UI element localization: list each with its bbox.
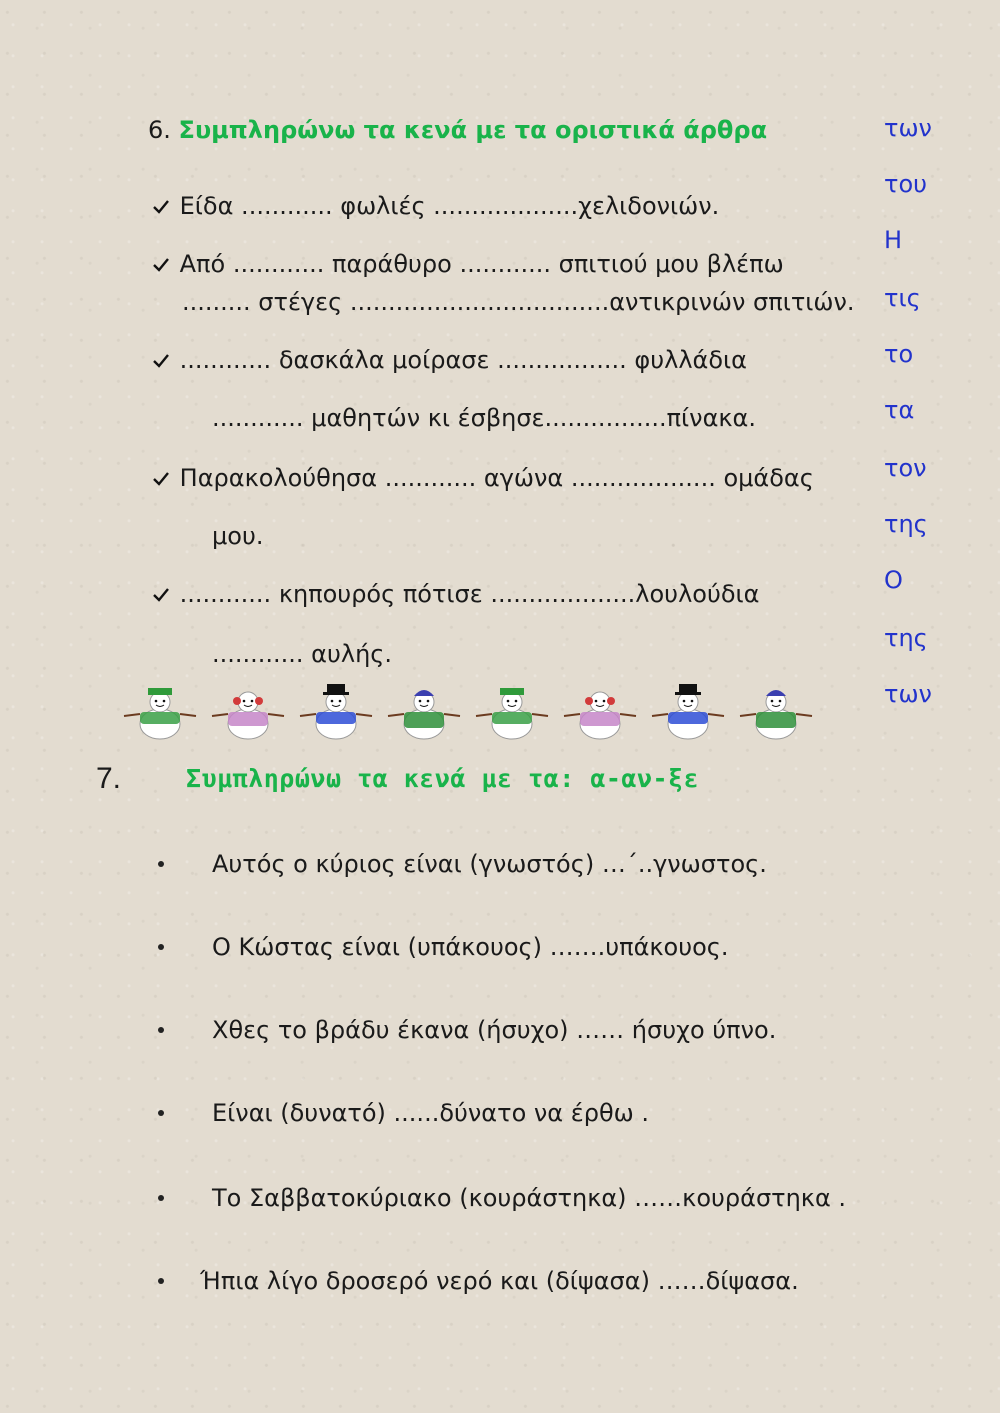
exercise-7-item: Είναι (δυνατό) ......δύνατο να έρθω .: [212, 1099, 649, 1127]
exercise-7-item: Αυτός ο κύριος είναι (γνωστός) …΄..γνωστος.: [212, 850, 767, 878]
green-beanie-snowman-icon: [740, 690, 812, 739]
pink-earmuff-snowman-icon: [564, 692, 636, 739]
checkmark-icon: [152, 464, 172, 492]
word-bank-item: το: [884, 340, 914, 368]
exercise-6-line-5-cont: ............ αυλής.: [212, 640, 393, 668]
exercise-6-line-4: Παρακολούθησα ............ αγώνα ................... ομάδας: [152, 464, 814, 492]
exercise-7-item: Ήπια λίγο δροσερό νερό και (δίψασα) ……δίψασα.: [200, 1267, 799, 1295]
snowmen-border: [118, 684, 838, 740]
green-hat-snowman-icon: [476, 688, 548, 739]
exercise-6-line-2-cont: ......... στέγες ..................................αντικρινών σπιτιών.: [182, 288, 855, 316]
exercise-6-title: Συμπληρώνω τα κενά με τα οριστικά άρθρα: [178, 116, 768, 144]
word-bank-item: της: [884, 624, 928, 652]
exercise-6-line-4-cont: μου.: [212, 522, 264, 550]
exercise-7-number: 7.: [96, 762, 122, 795]
green-beanie-snowman-icon: [388, 690, 460, 739]
exercise-7-item: Το Σαββατοκύριακο (κουράστηκα) ……κουράστηκα .: [212, 1184, 847, 1212]
bullet-icon: [158, 1027, 164, 1033]
bullet-icon: [158, 1278, 164, 1284]
word-bank-item: Η: [884, 226, 903, 254]
word-bank-item: των: [884, 114, 932, 142]
word-bank-item: τα: [884, 396, 915, 424]
exercise-7-item: Ο Κώστας είναι (υπάκουος) …….υπάκουος.: [212, 933, 729, 961]
exercise-6-line-5: ............ κηπουρός πότισε ...................λουλούδια: [152, 580, 759, 608]
checkmark-icon: [152, 250, 172, 278]
bullet-icon: [158, 1195, 164, 1201]
exercise-6-heading: [148, 116, 767, 144]
exercise-7-title: Συμπληρώνω τα κενά με τα: α-αν-ξε: [186, 764, 700, 793]
bullet-icon: [158, 944, 164, 950]
checkmark-icon: [152, 346, 172, 374]
blue-tophat-snowman-icon: [652, 684, 724, 739]
green-hat-snowman-icon: [124, 688, 196, 739]
checkmark-icon: [152, 580, 172, 608]
checkmark-icon: [152, 192, 172, 220]
word-bank-item: τον: [884, 454, 927, 482]
exercise-6-line-3-cont: ............ μαθητών κι έσβησε................πίνακα.: [212, 404, 756, 432]
word-bank-item: του: [884, 170, 928, 198]
pink-earmuff-snowman-icon: [212, 692, 284, 739]
word-bank-item: των: [884, 680, 932, 708]
exercise-6-line-1: Είδα ............ φωλιές ...................χελιδονιών.: [152, 192, 719, 220]
exercise-7-item: Χθες το βράδυ έκανα (ήσυχο) …… ήσυχο ύπνο.: [212, 1016, 777, 1044]
exercise-6-line-2: Από ............ παράθυρο ............ σπιτιού μου βλέπω: [152, 250, 784, 278]
blue-tophat-snowman-icon: [300, 684, 372, 739]
bullet-icon: [158, 1110, 164, 1116]
word-bank-item: της: [884, 510, 928, 538]
bullet-icon: [158, 861, 164, 867]
exercise-6-number: 6.: [148, 116, 171, 144]
word-bank-item: Ο: [884, 566, 903, 594]
exercise-6-line-3: ............ δασκάλα μοίρασε ................. φυλλάδια: [152, 346, 747, 374]
word-bank-item: τις: [884, 284, 921, 312]
